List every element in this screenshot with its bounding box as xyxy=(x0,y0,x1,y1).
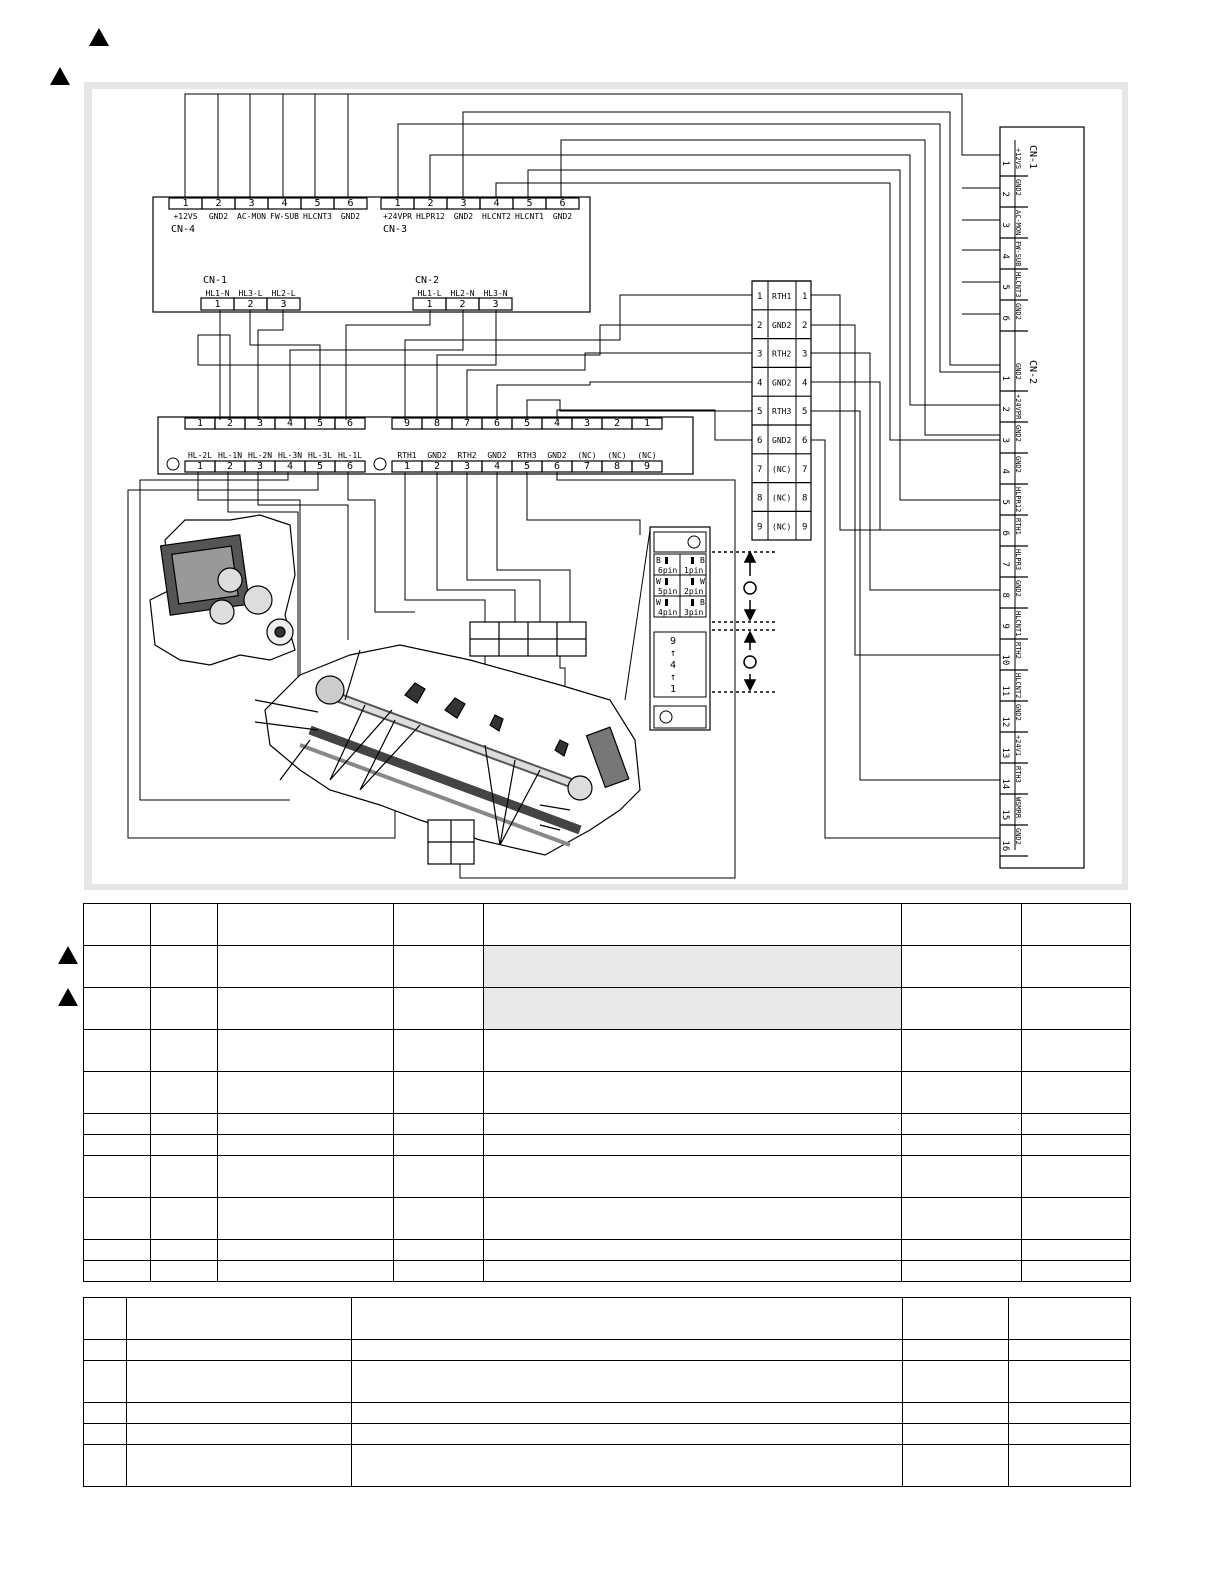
cn2-right-signal: GND2 xyxy=(1014,704,1022,721)
cn1-right-signal: FW-SUB xyxy=(1014,241,1022,267)
wire xyxy=(185,94,1000,198)
cn3-pin-number: 5 xyxy=(526,198,533,209)
connector-pin-sequence xyxy=(670,636,676,695)
harness-left-top-pin-number: 6 xyxy=(346,418,354,429)
cn2-right-signal: GND2 xyxy=(1014,363,1022,380)
cn1-right-pin-number: 3 xyxy=(1000,222,1010,228)
harness-right-top-pin-number: 9 xyxy=(403,418,411,429)
relay-pin-right: 5 xyxy=(802,407,808,418)
cn2-right-pin-number: 16 xyxy=(1000,840,1010,852)
cn2-right-pin-number: 5 xyxy=(1000,499,1010,505)
cn2-right-pin-number: 7 xyxy=(1000,561,1010,567)
cn1-right-signal: +12VS xyxy=(1014,148,1022,170)
cn2-small-signal: HL2-N xyxy=(450,289,475,298)
cn2-right-pin-number: 8 xyxy=(1000,592,1010,598)
harness-left-signal: HL-3L xyxy=(307,451,333,460)
harness-right-signal: RTH1 xyxy=(397,451,417,460)
relay-pin-left: 5 xyxy=(757,407,763,418)
cn2-right-signal: HLPR3 xyxy=(1014,549,1022,571)
harness-right-signal: (NC) xyxy=(607,451,627,460)
cn1-right-signal: AC-MON xyxy=(1014,210,1022,236)
harness-right-signal: (NC) xyxy=(577,451,597,460)
harness-right-signal: GND2 xyxy=(487,451,507,460)
harness-right-top-pin-number: 8 xyxy=(433,418,441,429)
relay-signal: (NC) xyxy=(772,522,792,532)
harness-right-pin-number: 1 xyxy=(403,461,411,472)
cn3-signal: HLPR12 xyxy=(416,212,445,221)
cn2-right-signal: +24VPR xyxy=(1014,394,1022,420)
cn2-right-pin-number: 2 xyxy=(1000,406,1010,412)
cn1-right-pin-number: 5 xyxy=(1000,284,1010,290)
relay-pin-left: 4 xyxy=(757,378,763,389)
cn4-pin-number: 1 xyxy=(182,198,189,209)
pin-label: 2pin xyxy=(684,587,704,596)
cn1-small-signal: HL1-N xyxy=(205,289,230,298)
cn2-right-pin-number: 14 xyxy=(1000,778,1010,790)
cn2-right-pin-number: 9 xyxy=(1000,623,1010,629)
harness-left-signal: HL-1N xyxy=(217,451,243,460)
wire xyxy=(625,530,650,700)
wire xyxy=(437,325,752,420)
relay-signal: RTH1 xyxy=(772,292,792,301)
wire-color: B xyxy=(700,598,705,607)
cn2-right-signal: RTH3 xyxy=(1014,766,1022,783)
pin-sequence-item: ↑ xyxy=(669,672,677,683)
mount-hole-left xyxy=(167,458,179,470)
pin-label: 4pin xyxy=(658,608,678,617)
pin-label: 6pin xyxy=(658,566,678,575)
cn2-small-title: CN-2 xyxy=(415,275,440,286)
harness-right-pin-number: 2 xyxy=(433,461,441,472)
cn2-right-signal: HLPR12 xyxy=(1014,487,1022,513)
relay-pin-right: 6 xyxy=(802,436,808,446)
cn2-right-pin-number: 1 xyxy=(1000,375,1010,381)
cn1-right-pin-number: 2 xyxy=(1000,191,1010,197)
pin-mark xyxy=(691,578,694,585)
cn2-small-pin-number: 3 xyxy=(492,299,499,310)
cn1-right-pin-number: 4 xyxy=(1000,253,1010,259)
cn2-small-signal: HL3-N xyxy=(483,289,508,298)
harness-left-top-pin-number: 3 xyxy=(256,418,264,429)
cn2-right-title: CN-2 xyxy=(1027,360,1038,385)
harness-left-pin-number: 4 xyxy=(286,461,294,472)
wire xyxy=(497,472,570,622)
cn1-small-title: CN-1 xyxy=(203,275,228,286)
cn4-signal: +12VS xyxy=(173,212,198,221)
harness-right-top-pin-number: 7 xyxy=(463,418,471,429)
harness-left-pin-number: 3 xyxy=(256,461,264,472)
cn4-pin-number: 6 xyxy=(347,198,354,209)
cn3-pin-number: 3 xyxy=(460,198,467,209)
cn1-small-signal: HL2-L xyxy=(271,289,296,298)
cn4-signal: FW-SUB xyxy=(270,212,299,221)
cn4-pin-number: 2 xyxy=(215,198,222,209)
pin-sequence-item: 1 xyxy=(669,684,677,695)
pin-mark xyxy=(665,599,668,606)
relay-signal: GND2 xyxy=(772,320,792,330)
pin-mark xyxy=(691,557,694,564)
pin-mark xyxy=(665,557,668,564)
wire xyxy=(811,295,1000,530)
cn4-pin-number: 3 xyxy=(248,198,255,209)
cn2-small-pin-number: 1 xyxy=(426,299,433,310)
cn3-pin-number: 4 xyxy=(493,198,500,209)
harness-right-signal: GND2 xyxy=(547,451,567,460)
wire xyxy=(527,472,640,535)
cn3-pin-number: 6 xyxy=(559,198,566,209)
harness-right-signal: GND2 xyxy=(427,451,447,460)
cn4-pin-number: 5 xyxy=(314,198,321,209)
relay-pin-left: 1 xyxy=(757,292,763,302)
revision-mark-row-2 xyxy=(58,946,78,964)
cn2-right-pin-number: 3 xyxy=(1000,437,1010,443)
wire xyxy=(811,353,1000,590)
cn3-signal: HLCNT1 xyxy=(515,212,544,221)
cn1-small-pin-number: 1 xyxy=(214,299,221,310)
relay-signal: (NC) xyxy=(772,464,792,474)
harness-right-pin-number: 8 xyxy=(613,461,621,472)
relay-pin-right: 2 xyxy=(802,320,808,331)
relay-pin-right: 1 xyxy=(802,292,808,302)
relay-signal: RTH2 xyxy=(772,349,792,359)
harness-left-top-pin-number: 1 xyxy=(196,418,204,429)
cn3-pin-number: 1 xyxy=(394,198,401,209)
cn2-right-signal: GND2 xyxy=(1014,425,1022,442)
relay-pin-left: 7 xyxy=(757,464,763,475)
relay-pin-right: 9 xyxy=(802,522,808,533)
harness-right-pin-number: 4 xyxy=(493,461,501,472)
cn2-right-signal: WSMRR xyxy=(1014,797,1022,819)
cn2-right-signal: +24V1 xyxy=(1014,735,1022,757)
relay-pin-right: 8 xyxy=(802,493,808,504)
harness-left-pin-number: 5 xyxy=(316,461,324,472)
cn2-right-signal: RTH2 xyxy=(1014,642,1022,659)
relay-pin-left: 8 xyxy=(757,493,763,504)
harness-left-pin-number: 1 xyxy=(196,461,204,472)
cn3-signal: GND2 xyxy=(453,212,474,221)
cn1-right-title: CN-1 xyxy=(1027,145,1038,170)
cn2-right-pin-number: 4 xyxy=(1000,468,1010,474)
relay-pin-right: 7 xyxy=(802,464,808,475)
pin-label: 5pin xyxy=(658,587,678,596)
relay-signal: GND2 xyxy=(772,436,792,445)
wire xyxy=(405,472,485,622)
harness-left-signal: HL-2L xyxy=(187,451,213,460)
wire xyxy=(811,382,1000,530)
pin-mark xyxy=(665,578,668,585)
fuser-connector-body xyxy=(158,417,693,474)
cn1-small-signal: HL3-L xyxy=(238,289,263,298)
cn2-right-pin-number: 15 xyxy=(1000,809,1010,821)
wire xyxy=(430,155,1000,405)
cn1-small-pin-number: 3 xyxy=(280,299,287,310)
harness-right-top-pin-number: 3 xyxy=(583,418,591,429)
harness-right-pin-number: 5 xyxy=(523,461,531,472)
parts-table-1 xyxy=(83,903,1131,1282)
harness-right-pin-number: 7 xyxy=(583,461,591,472)
harness-left-top-pin-number: 4 xyxy=(286,418,294,429)
harness-left-signal: HL-2N xyxy=(247,451,273,460)
cn3-signal: HLCNT2 xyxy=(482,212,511,221)
harness-right-signal: (NC) xyxy=(637,451,657,460)
relay-pin-right: 3 xyxy=(802,349,808,360)
cn1-right-pin-number: 6 xyxy=(1000,315,1010,321)
cn1-right-signal: GND2 xyxy=(1014,179,1022,196)
cn2-right-pin-number: 11 xyxy=(1000,685,1010,697)
cn1-right-signal: GND2 xyxy=(1014,303,1022,320)
relay-pin-left: 2 xyxy=(757,320,763,331)
relay-pin-left: 6 xyxy=(757,436,763,446)
cn2-right-signal: HLCNT1 xyxy=(1014,611,1022,637)
pin-label: 1pin xyxy=(684,566,704,575)
cn4-signal: HLCNT3 xyxy=(303,212,332,221)
harness-left-top-pin-number: 5 xyxy=(316,418,324,429)
wire xyxy=(198,310,496,420)
cn4-signal: AC-MON xyxy=(237,212,266,221)
cn2-right-pin-number: 6 xyxy=(1000,530,1010,536)
cn3-pin-number: 2 xyxy=(427,198,434,209)
wire xyxy=(811,325,1000,655)
wire-color: W xyxy=(700,577,705,586)
cn3-signal: GND2 xyxy=(552,212,573,221)
harness-right-pin-number: 9 xyxy=(643,461,651,472)
wire xyxy=(811,411,1000,780)
cn1-right-pin-number: 1 xyxy=(1000,160,1010,166)
cn2-right-signal: GND2 xyxy=(1014,828,1022,845)
harness-right-top-pin-number: 4 xyxy=(553,418,561,429)
parts-table-2 xyxy=(83,1297,1131,1487)
wire-color: B xyxy=(656,556,661,565)
cn1-right-signal: HLCNT3 xyxy=(1014,272,1022,298)
harness-left-pin-number: 6 xyxy=(346,461,354,472)
harness-right-top-pin-number: 5 xyxy=(523,418,531,429)
cn2-right-signal: GND2 xyxy=(1014,456,1022,473)
cn1-small-pin-number: 2 xyxy=(247,299,254,310)
wire xyxy=(528,170,1000,500)
harness-right-top-pin-number: 2 xyxy=(613,418,621,429)
cn2-right-pin-number: 12 xyxy=(1000,716,1010,728)
cn2-right-pin-number: 13 xyxy=(1000,747,1010,759)
cn3-title: CN-3 xyxy=(383,224,408,235)
harness-right-top-pin-number: 1 xyxy=(643,418,651,429)
cn2-right-signal: HLCNT2 xyxy=(1014,673,1022,699)
cn4-title: CN-4 xyxy=(171,224,196,235)
pin-label: 3pin xyxy=(684,608,704,617)
harness-left-signal: HL-3N xyxy=(277,451,303,460)
wire xyxy=(561,140,1000,435)
cn4-pin-number: 4 xyxy=(281,198,288,209)
connector-view-pins xyxy=(654,554,706,617)
harness-right-pin-number: 3 xyxy=(463,461,471,472)
relay-signal: (NC) xyxy=(772,493,792,503)
cn2-small-pin-number: 2 xyxy=(459,299,466,310)
harness-right-top-pin-number: 6 xyxy=(493,418,501,429)
mount-hole-right xyxy=(374,458,386,470)
cn2-right-signal: RTH1 xyxy=(1014,518,1022,535)
wire-color: W xyxy=(656,598,661,607)
harness-right-pin-number: 6 xyxy=(553,461,561,472)
relay-pin-left: 3 xyxy=(757,349,763,360)
wire xyxy=(497,382,752,420)
cn3-signal: +24VPR xyxy=(383,212,412,221)
relay-signal: RTH3 xyxy=(772,407,792,417)
harness-left-pin-number: 2 xyxy=(226,461,234,472)
wire-color: W xyxy=(656,577,661,586)
cn2-right-signal: GND2 xyxy=(1014,580,1022,597)
pin-sequence-item: 9 xyxy=(669,636,677,647)
relay-pin-left: 9 xyxy=(757,522,763,533)
relay-signal: GND2 xyxy=(772,378,792,388)
harness-right-signal: RTH2 xyxy=(457,451,477,460)
harness-right-signal: RTH3 xyxy=(517,451,537,460)
wire xyxy=(405,295,752,420)
cn2-small-signal: HL1-L xyxy=(417,289,442,298)
harness-left-top-pin-number: 2 xyxy=(226,418,234,429)
wire xyxy=(463,112,1000,365)
pin-sequence-item: 4 xyxy=(669,660,677,671)
cn4-signal: GND2 xyxy=(208,212,229,221)
relay-pin-right: 4 xyxy=(802,378,808,389)
revision-mark-row-3 xyxy=(58,988,78,1006)
pin-sequence-item: ↑ xyxy=(669,648,677,659)
cn4-signal: GND2 xyxy=(340,212,361,221)
cn2-right-pin-number: 10 xyxy=(1000,654,1010,666)
wire-color: B xyxy=(700,556,705,565)
pin-mark xyxy=(691,599,694,606)
harness-left-signal: HL-1L xyxy=(337,451,363,460)
